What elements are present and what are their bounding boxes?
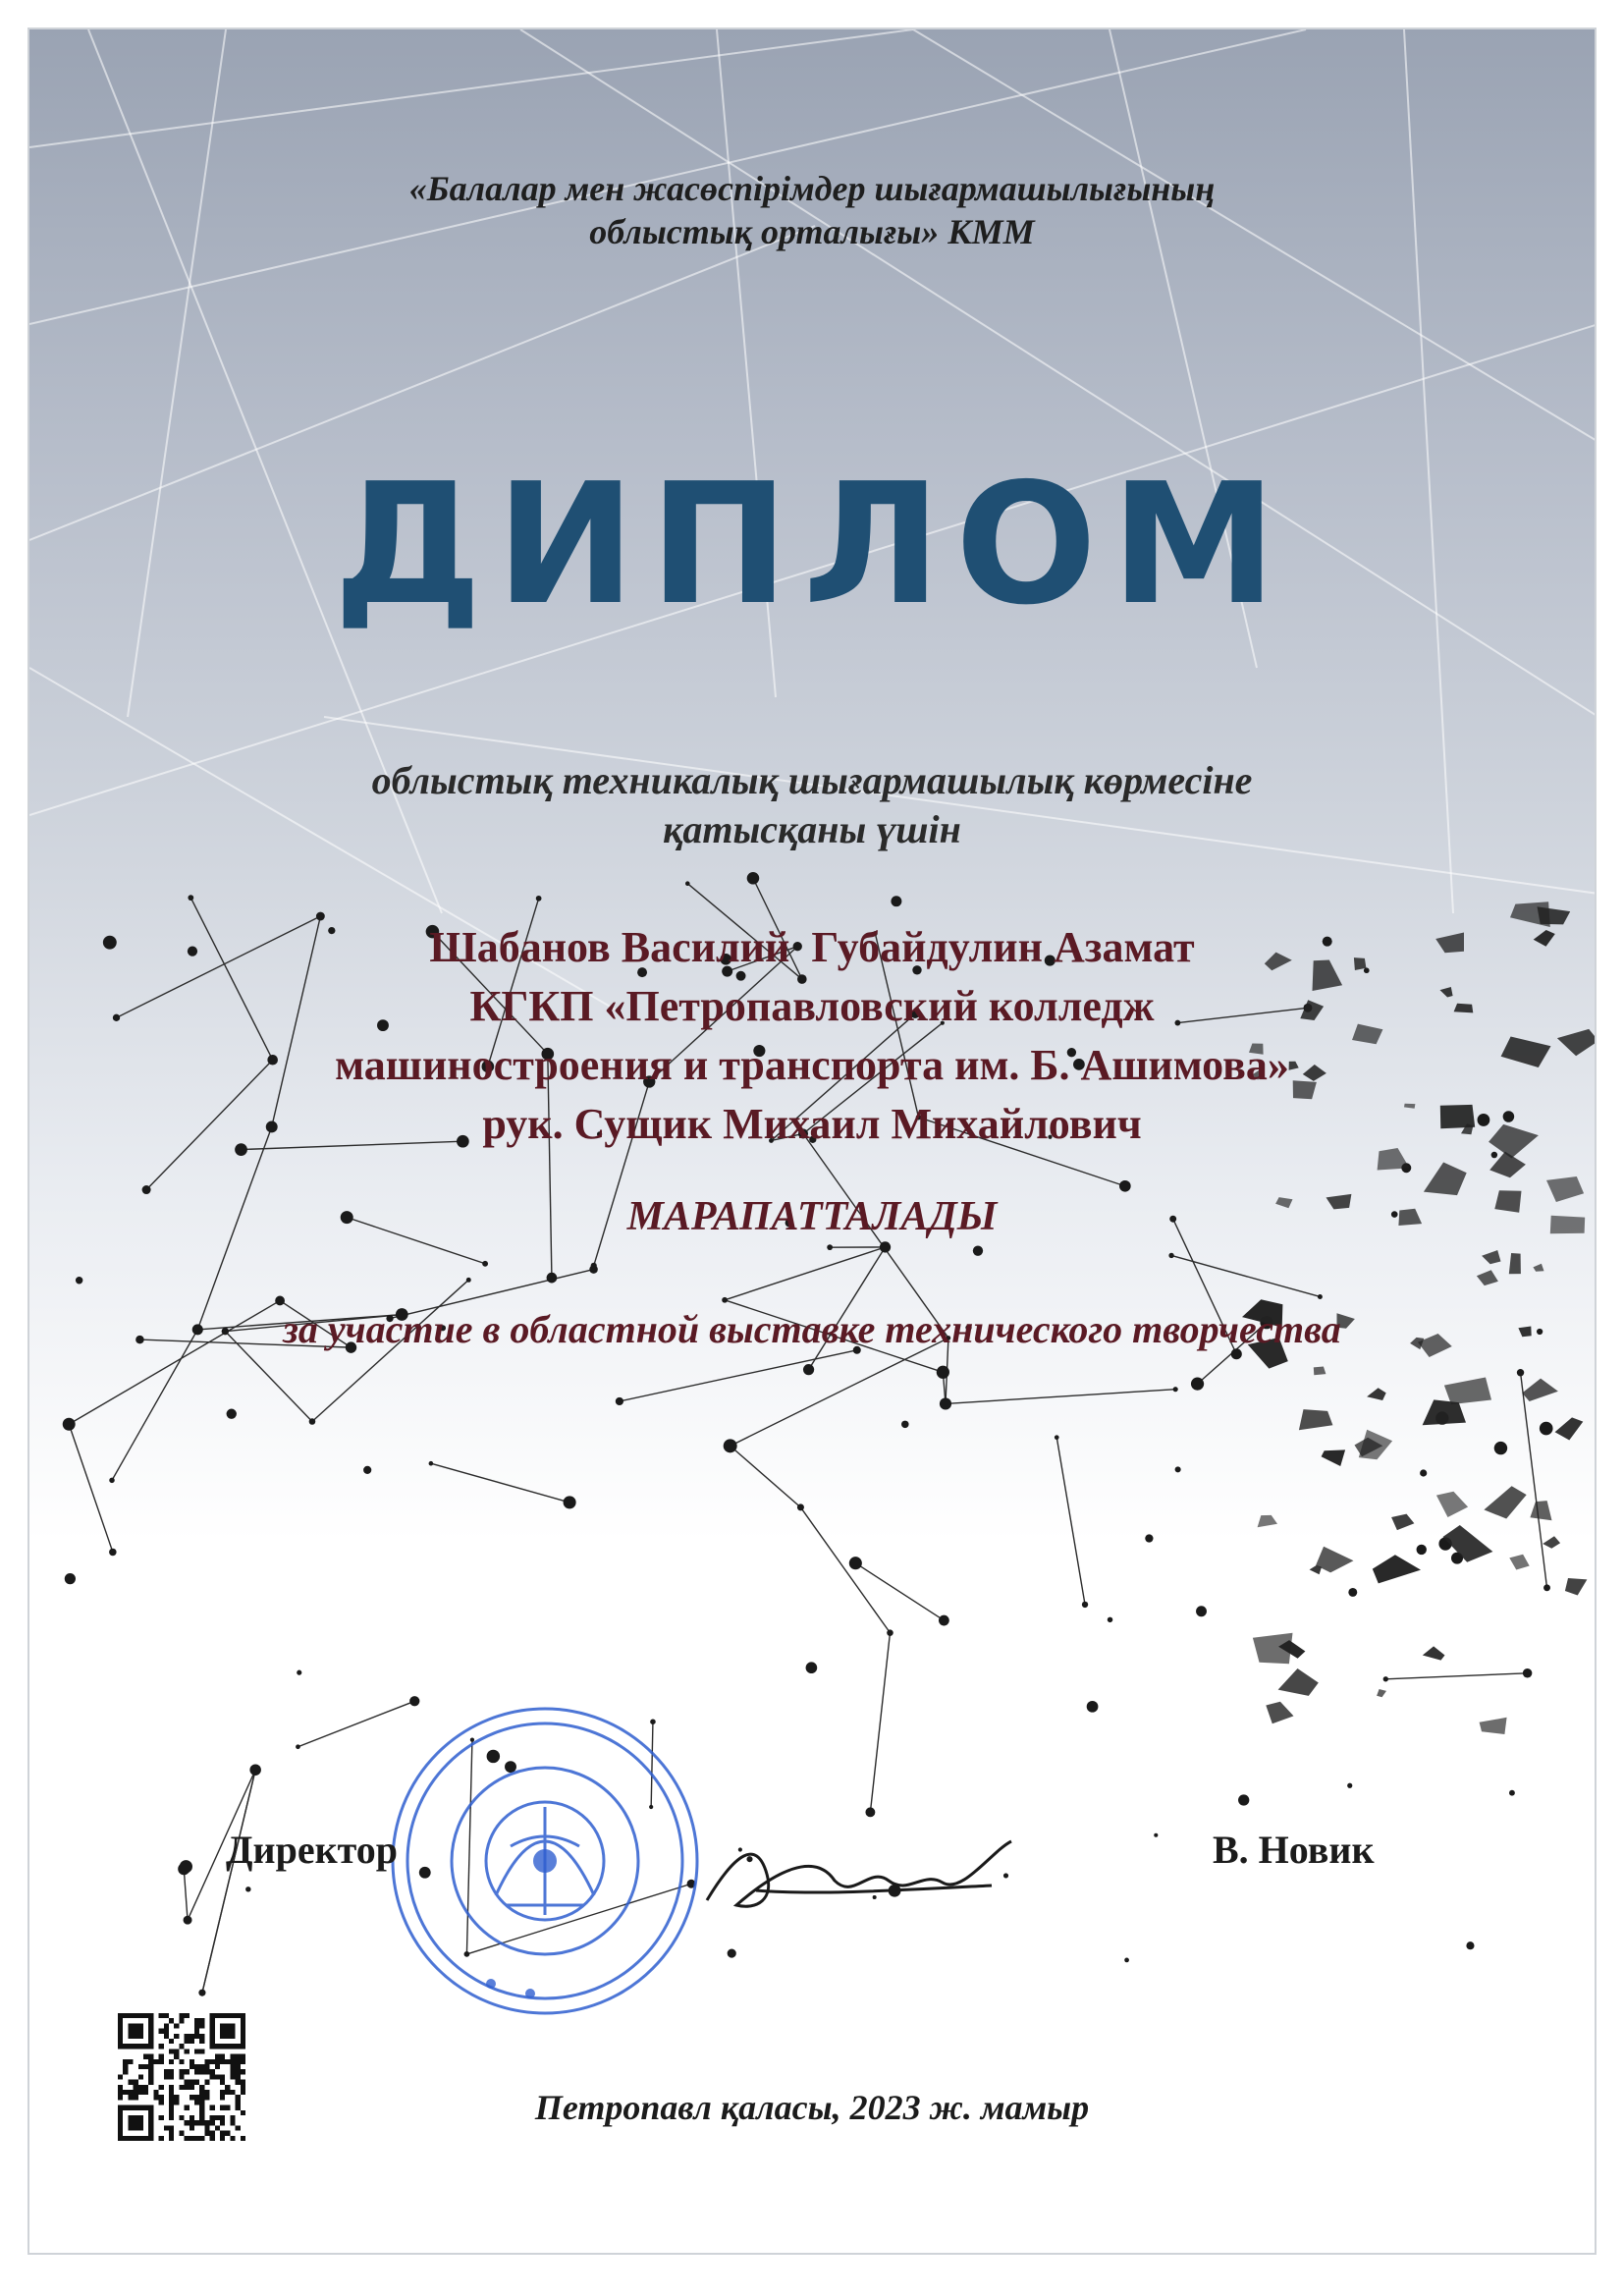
reason-kazakh — [29, 756, 1595, 854]
recipients-line-4: рук. Сущик Михаил Михайлович — [482, 1100, 1142, 1148]
signer-name: В. Новик — [1213, 1828, 1375, 1872]
organization-line-2: облыстық орталығы» КММ — [589, 212, 1035, 251]
award-text: МАРАПАТТАЛАДЫ — [626, 1194, 998, 1239]
place-and-date: Петропавл қаласы, 2023 ж. мамыр — [534, 2088, 1090, 2127]
official-stamp — [383, 1699, 707, 2023]
diploma-title: ДИПЛОМ — [333, 448, 1291, 642]
reason-kazakh-line-1: облыстық техникалық шығармашылық көрмесіне — [371, 758, 1253, 802]
recipients-block — [29, 918, 1595, 1154]
recipients-line-1: Шабанов Василий Губайдулин Азамат — [429, 923, 1195, 971]
recipients-line-2: КГКП «Петропавловский колледж — [469, 982, 1155, 1030]
director-label: Директор — [226, 1828, 398, 1872]
organization-heading — [29, 167, 1595, 253]
organization-line-1: «Балалар мен жасөспірімдер шығармашылығының — [408, 169, 1216, 208]
signature — [697, 1812, 1031, 1930]
diploma-page — [27, 27, 1597, 2255]
reason-kazakh-line-2: қатысқаны үшін — [663, 807, 961, 851]
recipients-line-3: машиностроения и транспорта им. Б. Ашимова» — [335, 1041, 1289, 1089]
reason-russian: за участие в областной выставке технического творчества — [283, 1307, 1341, 1351]
